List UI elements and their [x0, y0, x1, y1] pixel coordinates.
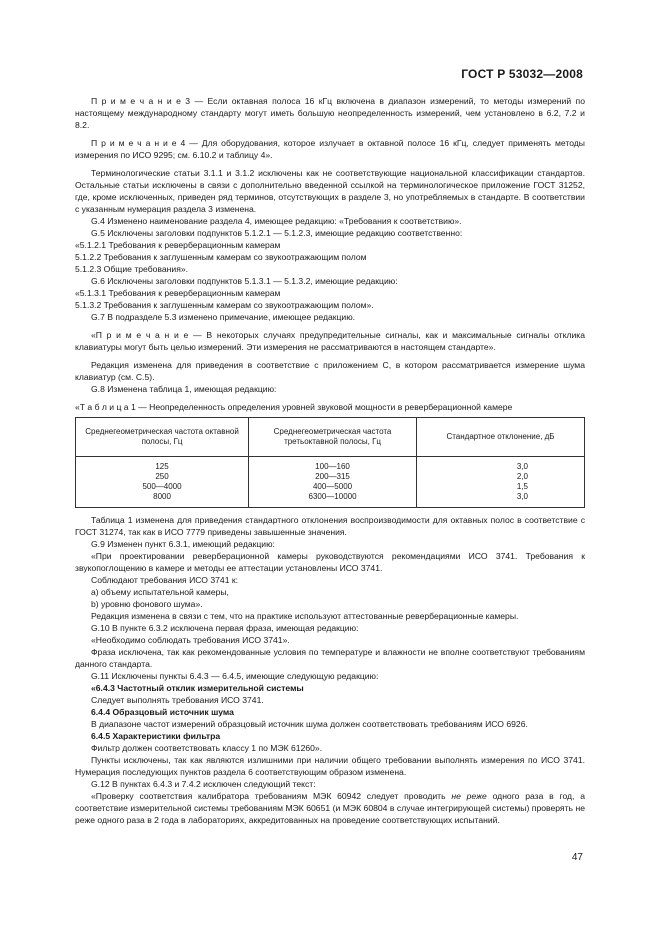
table-cell: 2,0: [516, 472, 528, 481]
heading-645: 6.4.5 Характеристики фильтра: [91, 731, 221, 741]
text-run: одного раза в год, а соответствие измерительной системы требованиям МЭК 60651 (и МЭК 60804 в случае интегрирующей системы) проверять не реже одного раза в 2 года в лабораториях, аккредитованных на проведение соответствующих испытаний.: [75, 791, 585, 825]
table-header-octave: Среднегеометрическая частота октавной полосы, Гц: [76, 418, 249, 457]
paragraph-643: Следует выполнять требования ИСО 3741.: [91, 695, 264, 705]
list-item-a: а) объему испытательной камеры,: [91, 587, 229, 597]
item-g8: G.8 Изменена таблица 1, имеющая редакцию:: [91, 384, 277, 394]
heading-5122: 5.1.2.2 Требования к заглушенным камерам со звукоотражающим полом: [75, 252, 367, 262]
item-g7: G.7 В подразделе 5.3 изменено примечание, имеющее редакцию.: [91, 312, 356, 322]
table-cell: 3,0: [516, 492, 528, 501]
table-caption: «Т а б л и ц а 1 — Неопределенность определения уровней звуковой мощности в реверберационной камере: [75, 402, 513, 412]
paragraph-table-change: Таблица 1 изменена для приведения стандартного отклонения воспроизводимости для октавных полос в соответствие с ГОСТ 31274, так как в ИСО 7779 приведены завышенные значения.: [75, 515, 585, 537]
page-number: 47: [571, 852, 583, 863]
heading-5123: 5.1.2.3 Общие требования».: [75, 264, 189, 274]
item-g11: G.11 Исключены пункты 6.4.3 — 6.4.5, имеющие следующую редакцию:: [91, 671, 379, 681]
table-col-third-octave: [249, 457, 417, 508]
note-quote: «П р и м е ч а н и е — В некоторых случаях предупредительные сигналы, как и максимальные сигналы отклика клавиатуры могут быть целью измерений. Эти измерения не рассматриваются в настоящем стандарте».: [75, 330, 585, 352]
table-cell: 125: [155, 462, 169, 471]
heading-5132: 5.1.3.2 Требования к заглушенным камерам со звукоотражающим полом».: [75, 300, 374, 310]
table-cell: 400—5000: [312, 482, 353, 491]
paragraph-edit-631: Редакция изменена в связи с тем, что на практике используют аттестованные реверберационные камеры.: [91, 611, 519, 621]
note-3: П р и м е ч а н и е 3 — Если октавная полоса 16 кГц включена в диапазон измерений, то методы измерений по настоящему международному стандарту могут иметь большую неопределенность измерений, чем установлено в 6.2, 7.2 и 8.2.: [75, 96, 585, 130]
paragraph-645: Фильтр должен соответствовать классу 1 по МЭК 61260».: [91, 743, 323, 753]
table-cell: 6300—10000: [308, 492, 357, 501]
paragraph-items-excluded: Пункты исключены, так как являются излишними при наличии общего требовании выполнять измерения по ИСО 3741. Нумерация последующих пунктов раздела 6 соответствующим образом изменена.: [75, 755, 585, 777]
text-run: «Проверку соответствия калибратора требованиям МЭК 60942 следует проводить: [91, 791, 452, 801]
text-run-italic: не реже: [451, 791, 487, 801]
paragraph-terminology: Терминологические статьи 3.1.1 и 3.1.2 исключены как не соответствующие национальной классификации стандартов. Остальные статьи исключены в связи с дополнительно введенной ссылкой на терминологическое приложение ГОСТ 31252, где, кроме исключенных, приведен ряд терминов, отсутствующих в разделе 3, но употребляемых в стандарте. В соответствии с указанным нумерация раздела 3 изменена.: [75, 168, 585, 214]
heading-643: «6.4.3 Частотный отклик измерительной системы: [91, 683, 304, 693]
table-col-std-dev: [417, 457, 585, 508]
heading-5121: «5.1.2.1 Требования к реверберационным камерам: [75, 240, 281, 250]
item-g12: G.12 В пунктах 6.4.3 и 7.4.2 исключен следующий текст:: [91, 779, 316, 789]
paragraph-644: В диапазоне частот измерений образцовый источник шума должен соответствовать требованиям ИСО 6926.: [91, 719, 528, 729]
table-header-third-octave: Среднегеометрическая частота третьоктавной полосы, Гц: [249, 418, 417, 457]
table-cell: 3,0: [516, 462, 528, 471]
list-item-b: b) уровню фонового шума».: [91, 599, 203, 609]
table-cell: 1,5: [516, 482, 528, 491]
item-g4: G.4 Изменено наименование раздела 4, имеющее редакцию: «Требования к соответствию».: [91, 216, 462, 226]
item-g9: G.9 Изменен пункт 6.3.1, имеющий редакцию:: [91, 539, 275, 549]
paragraph-edit-reason: Редакция изменена для приведения в соответствие с приложением С, в котором рассматривается измерение шума клавиатур (см. С.5).: [75, 360, 585, 382]
paragraph-calibrator: [75, 790, 585, 826]
table-cell: 100—160: [315, 462, 350, 471]
paragraph-phrase-excluded: Фраза исключена, так как рекомендованные условия по температуре и влажности не вполне соответствуют требованиям данного стандарта.: [75, 647, 585, 669]
uncertainty-table: [75, 417, 585, 508]
table-cell: 200—315: [315, 472, 350, 481]
table-header-std-dev: Стандартное отклонение, дБ: [417, 418, 585, 457]
table-cell: 8000: [153, 492, 171, 501]
heading-5131: «5.1.3.1 Требования к реверберационным камерам: [75, 288, 281, 298]
table-cell: 250: [155, 472, 169, 481]
paragraph-631: «При проектировании реверберационной камеры руководствуются рекомендациями ИСО 3741. Требования к звукопоглощению в камере и методы ее аттестации установлены ИСО 3741.: [75, 551, 585, 573]
item-g5: G.5 Исключены заголовки подпунктов 5.1.2.1 — 5.1.2.3, имеющие редакцию соответственно:: [91, 228, 463, 238]
document-body: [75, 95, 585, 826]
document-header: ГОСТ Р 53032—2008: [461, 67, 583, 81]
paragraph-quote-632: «Необходимо соблюдать требования ИСО 3741».: [91, 635, 290, 645]
item-g6: G.6 Исключены заголовки подпунктов 5.1.3.1 — 5.1.3.2, имеющие редакцию:: [91, 276, 398, 286]
table-cell: 500—4000: [142, 482, 182, 491]
heading-644: 6.4.4 Образцовый источник шума: [91, 707, 234, 717]
paragraph-requirements: Соблюдают требования ИСО 3741 к:: [91, 575, 239, 585]
note-4: П р и м е ч а н и е 4 — Для оборудования, которое излучает в октавной полосе 16 кГц, следует применять методы измерения по ИСО 9295; см. 6.10.2 и таблицу 4».: [75, 138, 585, 160]
item-g10: G.10 В пункте 6.3.2 исключена первая фраза, имеющая редакцию:: [91, 623, 359, 633]
table-col-octave: [76, 457, 249, 508]
